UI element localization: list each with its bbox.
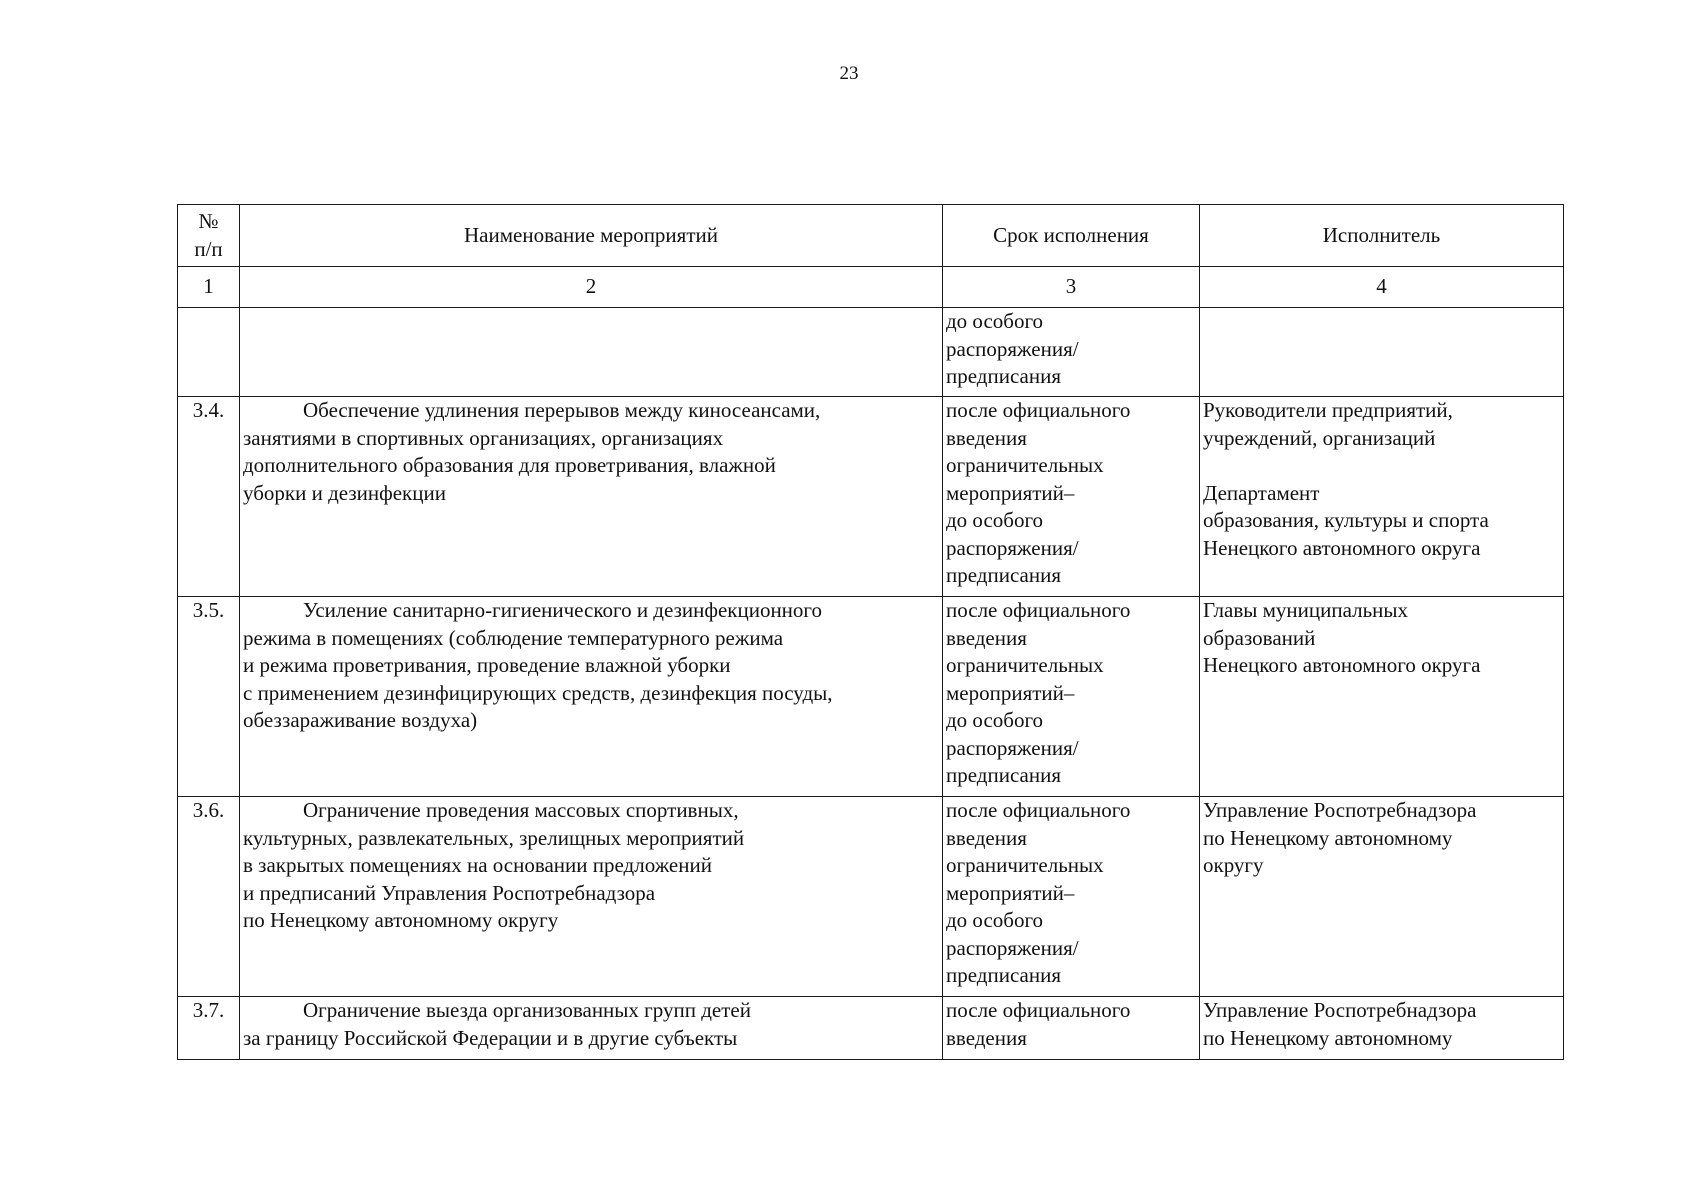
executor [1200, 308, 1564, 397]
header-row [178, 205, 1564, 267]
execution-term [943, 797, 1200, 997]
row-number: 3.6. [178, 797, 240, 997]
execution-term-line: введения [946, 625, 1027, 650]
column-number: 1 [178, 267, 240, 308]
column-number: 3 [943, 267, 1200, 308]
executor-line: учреждений, организаций [1203, 425, 1436, 450]
measure-name-line: и режима проветривания, проведение влажной уборки [243, 653, 731, 677]
column-number-row [178, 267, 1564, 308]
measure-name-line [243, 397, 939, 425]
executor-line: образований [1203, 625, 1316, 650]
executor-line: Департамент [1203, 480, 1320, 505]
execution-term-line: до особого [946, 309, 1044, 333]
measure-name [240, 997, 943, 1060]
measure-name-line: за границу Российской Федерации и в другие субъекты [243, 1025, 738, 1050]
execution-term-line: после официального [946, 798, 1131, 822]
execution-term-line: предписания [946, 563, 1061, 587]
execution-term-line: введения [946, 425, 1027, 450]
execution-term-line: ограничительных [946, 853, 1104, 877]
row-number: 3.7. [178, 997, 240, 1060]
executor-line: Главы муниципальных [1203, 598, 1409, 622]
measure-name-line: в закрытых помещениях на основании предложений [243, 853, 712, 877]
header-executor: Исполнитель [1200, 205, 1564, 267]
header-name: Наименование мероприятий [240, 205, 943, 267]
measure-name-text: Обеспечение удлинения перерывов между киносеансами, [303, 398, 821, 422]
executor-line: Управление Роспотребнадзора [1203, 998, 1477, 1022]
executor-line: по Ненецкому автономному [1203, 825, 1453, 850]
header-term: Срок исполнения [943, 205, 1200, 267]
execution-term-line: ограничительных [946, 653, 1104, 677]
measure-name-line: по Ненецкому автономному округу [243, 908, 559, 932]
table-row [178, 797, 1564, 997]
execution-term-line: предписания [946, 763, 1061, 787]
execution-term-line: после официального [946, 998, 1131, 1022]
measure-name-line: режима в помещениях (соблюдение температурного режима [243, 625, 784, 650]
row-number [178, 308, 240, 397]
execution-term [943, 597, 1200, 797]
execution-term-line: мероприятий– [946, 480, 1075, 505]
execution-term-line: введения [946, 1025, 1027, 1050]
execution-term-line: до особого [946, 508, 1044, 532]
row-number: 3.4. [178, 397, 240, 597]
execution-term [943, 997, 1200, 1060]
executor-line [1203, 452, 1560, 480]
row-number: 3.5. [178, 597, 240, 797]
execution-term-line: до особого [946, 708, 1044, 732]
column-number: 2 [240, 267, 943, 308]
measures-table [177, 204, 1564, 1060]
measure-name-line: дополнительного образования для проветривания, влажной [243, 453, 776, 477]
table-row [178, 397, 1564, 597]
execution-term-line: ограничительных [946, 453, 1104, 477]
measure-name [240, 597, 943, 797]
execution-term-line: мероприятий– [946, 880, 1075, 905]
table-row [178, 308, 1564, 397]
execution-term-line: до особого [946, 908, 1044, 932]
column-number: 4 [1200, 267, 1564, 308]
measure-name [240, 397, 943, 597]
measure-name [240, 308, 943, 397]
executor [1200, 397, 1564, 597]
measure-name-line: с применением дезинфицирующих средств, дезинфекция посуды, [243, 680, 833, 705]
executor-line: Ненецкого автономного округа [1203, 653, 1481, 677]
execution-term-line: предписания [946, 963, 1061, 987]
measure-name-text: Ограничение выезда организованных групп детей [303, 998, 751, 1022]
executor-line: Руководители предприятий, [1203, 398, 1453, 422]
executor-line: Управление Роспотребнадзора [1203, 798, 1477, 822]
execution-term [943, 397, 1200, 597]
measure-name-line [243, 797, 939, 825]
measure-name-line: обеззараживание воздуха) [243, 708, 478, 732]
execution-term-line: после официального [946, 598, 1131, 622]
page-number: 23 [839, 63, 859, 84]
executor-line: образования, культуры и спорта [1203, 508, 1489, 532]
execution-term-line: распоряжения/ [946, 535, 1079, 560]
measure-name-line [243, 997, 939, 1025]
executor-line: округу [1203, 853, 1264, 877]
execution-term-line: предписания [946, 364, 1061, 388]
table-row [178, 597, 1564, 797]
executor-line: по Ненецкому автономному [1203, 1025, 1453, 1050]
execution-term-line: распоряжения/ [946, 336, 1079, 361]
execution-term-line: мероприятий– [946, 680, 1075, 705]
executor [1200, 597, 1564, 797]
measure-name-line: уборки и дезинфекции [243, 480, 446, 505]
execution-term-line: распоряжения/ [946, 735, 1079, 760]
executor [1200, 797, 1564, 997]
measure-name-line: и предписаний Управления Роспотребнадзора [243, 880, 656, 905]
execution-term-line: после официального [946, 398, 1131, 422]
table-row [178, 997, 1564, 1060]
header-num: № п/п [178, 205, 240, 267]
measure-name-line: культурных, развлекательных, зрелищных мероприятий [243, 825, 745, 850]
execution-term-line: введения [946, 825, 1027, 850]
measure-name-text: Усиление санитарно-гигиенического и дезинфекционного [303, 598, 823, 622]
executor-line: Ненецкого автономного округа [1203, 535, 1481, 560]
executor [1200, 997, 1564, 1060]
measure-name-line: занятиями в спортивных организациях, организациях [243, 425, 724, 450]
measure-name-line [243, 597, 939, 625]
measure-name [240, 797, 943, 997]
execution-term [943, 308, 1200, 397]
execution-term-line: распоряжения/ [946, 935, 1079, 960]
measure-name-text: Ограничение проведения массовых спортивных, [303, 798, 739, 822]
